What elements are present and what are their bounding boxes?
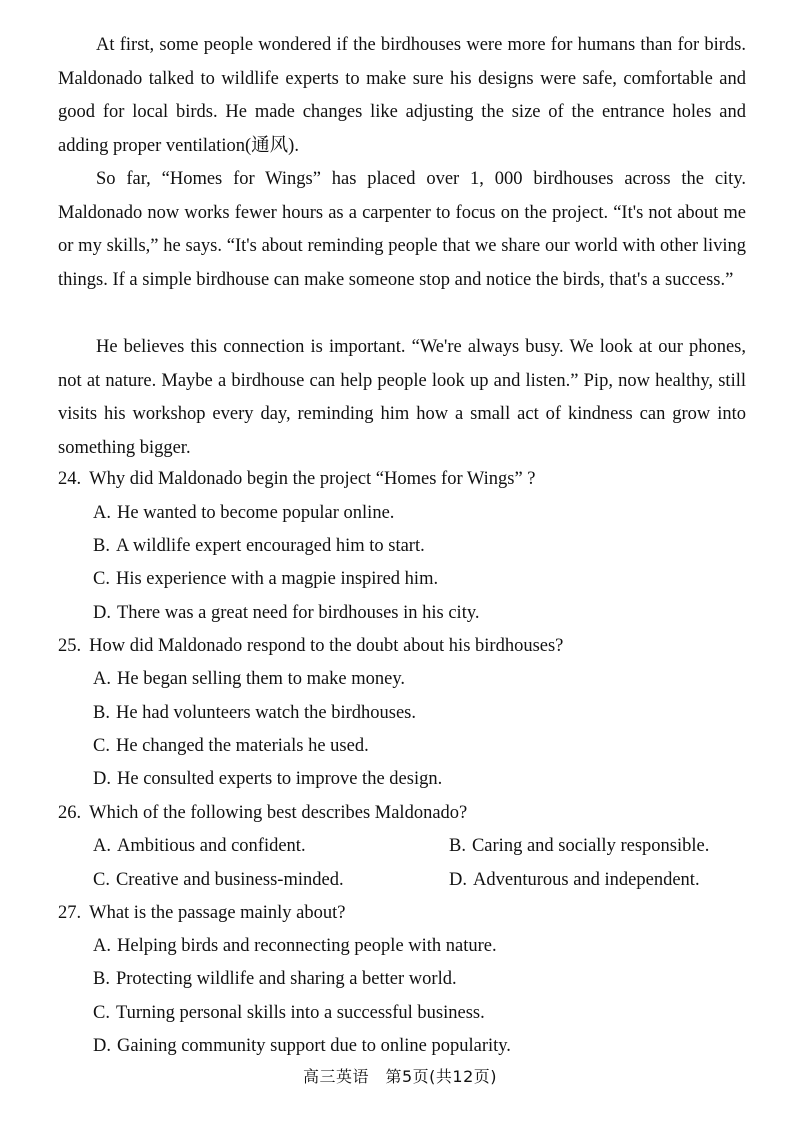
question-27-option-a	[93, 930, 497, 964]
option-letter: C.	[93, 736, 110, 756]
option-letter: B.	[93, 536, 110, 556]
option-letter: B.	[93, 969, 110, 989]
option-letter: A.	[93, 669, 111, 689]
question-26-option-a	[93, 830, 306, 864]
question-24-stem	[58, 463, 758, 497]
question-26-option-c	[93, 864, 344, 898]
question-24-option-d	[93, 597, 480, 631]
question-24-option-c	[93, 563, 438, 597]
option-text: He changed the materials he used.	[115, 736, 369, 756]
option-letter: D.	[93, 769, 111, 789]
page-footer: 高三英语 第5页(共12页)	[302, 1067, 498, 1086]
option-text: Creative and business-minded.	[115, 870, 344, 890]
question-25-option-a	[93, 663, 405, 697]
option-text: There was a great need for birdhouses in his city.	[117, 603, 480, 623]
passage-paragraph-2: So far, “Homes for Wings” has placed over 1, 000 birdhouses across the city. Maldonado now works fewer hours as a carpenter to focus on the project. “It's not about me or my skills,” he says. “It's about reminding people that we share our world with other living things. If a simple birdhouse can make someone stop and notice the birds, that's a success.”	[58, 169, 746, 290]
question-25-stem	[58, 630, 758, 664]
question-25-option-d	[93, 763, 442, 797]
option-text: He consulted experts to improve the design.	[117, 769, 443, 789]
question-26-option-d	[449, 864, 700, 898]
passage-paragraph-1: At first, some people wondered if the birdhouses were more for humans than for birds. Maldonado talked to wildlife experts to make sure his designs were safe, comfortable and good for local birds. He made changes like adjusting the size of the entrance holes and adding proper ventilation(通风).	[58, 35, 746, 156]
question-number: 24.	[58, 469, 82, 489]
question-26-option-b	[449, 830, 709, 864]
option-letter: C.	[93, 569, 110, 589]
question-24-option-b	[93, 530, 425, 564]
question-25-option-b	[93, 697, 416, 731]
option-letter: A.	[93, 503, 111, 523]
question-text: Which of the following best describes Maldonado?	[89, 803, 468, 823]
option-text: Gaining community support due to online popularity.	[117, 1036, 511, 1056]
question-25-option-c	[93, 730, 369, 764]
question-text: How did Maldonado respond to the doubt about his birdhouses?	[89, 636, 564, 656]
question-24-option-a	[93, 497, 394, 531]
question-number: 27.	[58, 903, 82, 923]
option-text: A wildlife expert encouraged him to start.	[115, 536, 425, 556]
option-text: He wanted to become popular online.	[117, 503, 395, 523]
question-text: What is the passage mainly about?	[89, 903, 346, 923]
question-27-option-b	[93, 963, 457, 997]
option-letter: B.	[93, 703, 110, 723]
option-letter: D.	[93, 1036, 111, 1056]
option-letter: D.	[93, 603, 111, 623]
option-text: Caring and socially responsible.	[471, 836, 710, 856]
question-number: 26.	[58, 803, 82, 823]
option-text: He had volunteers watch the birdhouses.	[115, 703, 416, 723]
question-27-option-d	[93, 1030, 511, 1064]
option-letter: B.	[449, 836, 466, 856]
option-text: Ambitious and confident.	[117, 836, 306, 856]
option-text: Helping birds and reconnecting people with nature.	[117, 936, 497, 956]
option-text: His experience with a magpie inspired him.	[115, 569, 439, 589]
question-26-stem	[58, 797, 758, 831]
question-number: 25.	[58, 636, 82, 656]
option-letter: A.	[93, 836, 111, 856]
question-text: Why did Maldonado begin the project “Homes for Wings” ?	[89, 469, 536, 489]
passage-paragraph-3: He believes this connection is important. “We're always busy. We look at our phones, not at nature. Maybe a birdhouse can help people look up and listen.” Pip, now healthy, still visits his workshop every day, reminding him how a small act of kindness can grow into something bigger.	[58, 337, 746, 458]
option-letter: A.	[93, 936, 111, 956]
option-text: Protecting wildlife and sharing a better world.	[115, 969, 457, 989]
option-text: Turning personal skills into a successful business.	[115, 1003, 485, 1023]
option-text: He began selling them to make money.	[117, 669, 406, 689]
question-27-stem	[58, 897, 758, 931]
option-letter: C.	[93, 1003, 110, 1023]
option-text: Adventurous and independent.	[473, 870, 700, 890]
question-27-option-c	[93, 997, 485, 1031]
option-letter: C.	[93, 870, 110, 890]
option-letter: D.	[449, 870, 467, 890]
